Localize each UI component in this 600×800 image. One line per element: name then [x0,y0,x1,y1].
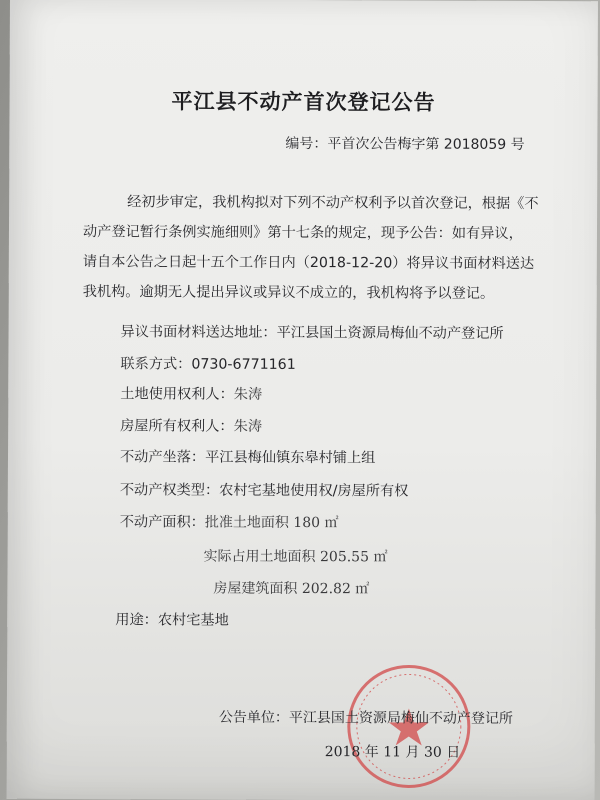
land-right-holder-label: 土地使用权利人： [120,386,234,403]
body-line: 我机构。逾期无人提出异议或异议不成立的，我机构将予以登记。 [82,284,495,302]
actual-area: 实际占用土地面积 205.55 ㎡ [203,548,388,566]
land-right-holder-name: 朱涛 [233,386,263,403]
building-area: 房屋建筑面积 202.82 ㎡ [213,580,370,598]
right-type: 不动产权类型：农村宅基地使用权/房屋所有权 [119,482,409,500]
area-row [120,511,339,532]
notice-body [82,187,539,309]
body-line: 经初步审定，我机构拟对下列不动产权利予以首次登记，根据《不 [127,194,539,213]
body-line: 动产登记暂行条例实施细则》第十七条的规定，现予公告：如有异议， [82,224,523,242]
approved-area: 批准土地面积 180 ㎡ [204,514,339,532]
delivery-address: 异议书面材料送达地址：平江县国土资源局梅仙不动产登记所 [120,324,504,342]
reference-number: 编号：平首次公告梅字第 2018059 号 [285,135,525,153]
house-owner-label: 房屋所有权利人： [120,418,234,435]
notice-title: 平江县不动产首次登记公告 [171,88,436,115]
land-right-holder-row [120,383,262,404]
contact-info: 联系方式：0730-6771161 [120,356,296,373]
area-label: 不动产面积： [119,514,205,531]
issuer: 公告单位：平江县国土资源局梅仙不动产登记所 [218,709,513,727]
house-owner-row [120,415,262,436]
usage: 用途：农村宅基地 [115,612,229,629]
property-location: 不动产坐落：平江县梅仙镇东皋村铺上组 [119,449,376,467]
body-line: 请自本公告之日起十五个工作日内（2018-12-20）将异议书面材料送达 [82,254,535,273]
notice-paper [7,0,598,800]
house-owner-name: 朱涛 [233,418,263,435]
issue-date: 2018 年 11 月 30 日 [324,744,461,761]
